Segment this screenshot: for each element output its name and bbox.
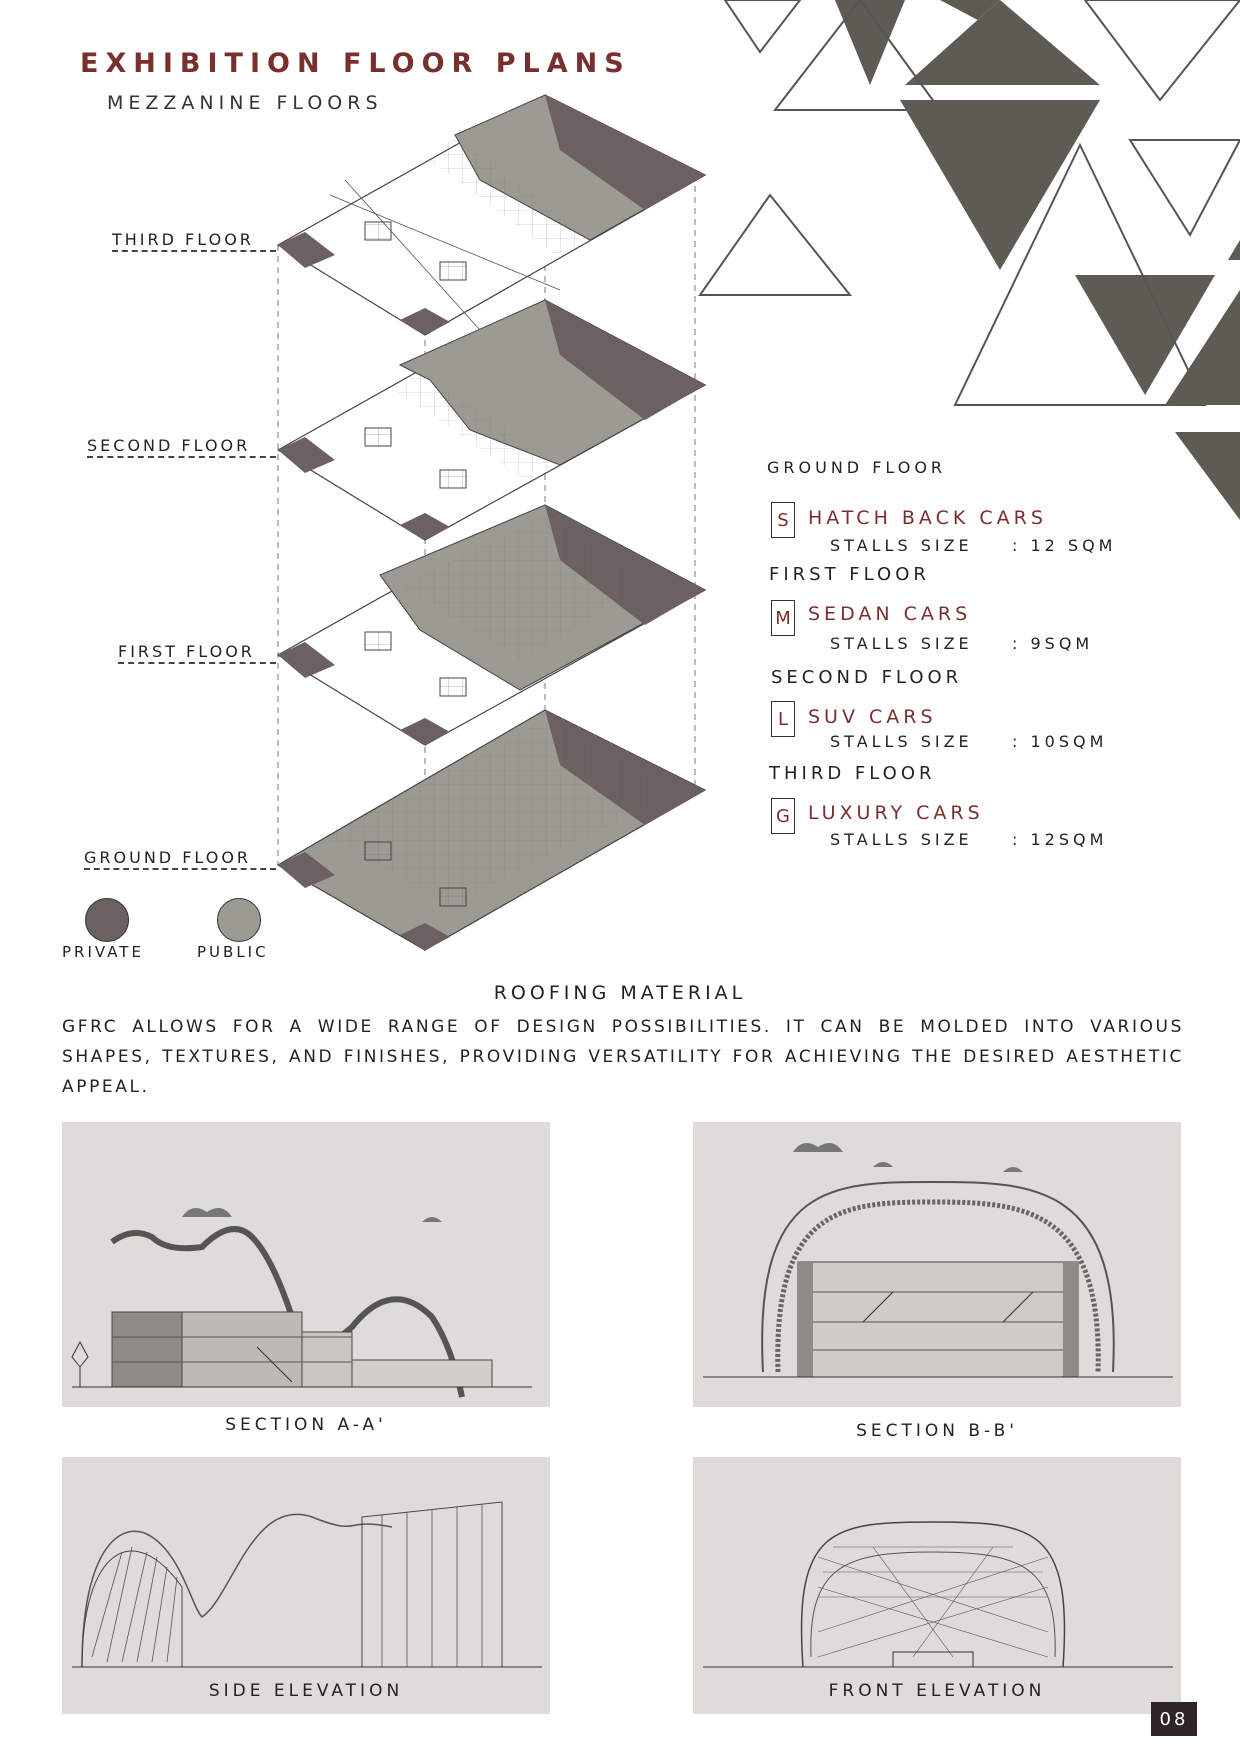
second-floor-plan [278, 300, 705, 540]
page-number: 08 [1151, 1702, 1197, 1736]
roofing-description: GFRC ALLOWS FOR A WIDE RANGE OF DESIGN POSSIBILITIES. IT CAN BE MOLDED INTO VARIOUS SHAPES, TEXTURES, AND FINISHES, PROVIDING VERSATILITY FOR ACHIEVING THE DESIRED AESTHETIC APPEAL. [62, 1017, 1184, 1097]
floor-label-first: FIRST FLOOR [118, 642, 276, 664]
front-elevation-drawing [693, 1457, 1181, 1714]
third-floor-plan [278, 95, 705, 335]
program-type-hatchback: HATCH BACK CARS [808, 507, 1047, 529]
program-stall-value: : 12 SQM [1012, 536, 1117, 555]
program-code-m: M [771, 600, 795, 636]
page-title: EXHIBITION FLOOR PLANS [80, 48, 631, 79]
program-floor-ground: GROUND FLOOR [767, 458, 947, 477]
program-code-g: G [771, 798, 795, 834]
program-stall-value: : 9SQM [1012, 634, 1094, 653]
section-b-drawing [693, 1122, 1181, 1407]
section-a-drawing [62, 1122, 550, 1407]
front-elevation-caption: FRONT ELEVATION [828, 1681, 1046, 1701]
program-stall-label: STALLS SIZE [830, 732, 973, 751]
program-floor-third: THIRD FLOOR [769, 763, 936, 784]
floor-label-second: SECOND FLOOR [87, 436, 276, 458]
decorative-triangles [690, 0, 1240, 520]
program-type-suv: SUV CARS [808, 706, 937, 728]
page-subtitle: MEZZANINE FLOORS [107, 92, 383, 114]
program-floor-first: FIRST FLOOR [769, 564, 930, 585]
legend-public-swatch [217, 898, 261, 942]
section-a-caption: SECTION A-A' [225, 1415, 387, 1435]
side-elevation-caption: SIDE ELEVATION [208, 1681, 404, 1701]
floor-label-third: THIRD FLOOR [112, 230, 276, 252]
legend-public-label: PUBLIC [197, 943, 269, 961]
side-elevation-drawing [62, 1457, 550, 1714]
legend-private-swatch [85, 898, 129, 942]
program-code-l: L [771, 701, 795, 737]
roofing-heading: ROOFING MATERIAL [493, 982, 747, 1004]
program-stall-label: STALLS SIZE [830, 634, 973, 653]
section-b-caption: SECTION B-B' [856, 1421, 1018, 1441]
program-stall-value: : 10SQM [1012, 732, 1108, 751]
program-code-s: S [771, 502, 795, 538]
ground-floor-plan [278, 710, 705, 950]
legend-private-label: PRIVATE [62, 943, 144, 961]
exploded-floor-plans [270, 90, 720, 970]
program-floor-second: SECOND FLOOR [771, 667, 963, 688]
floor-label-ground: GROUND FLOOR [84, 848, 276, 870]
program-stall-value: : 12SQM [1012, 830, 1108, 849]
program-stall-label: STALLS SIZE [830, 536, 973, 555]
program-type-luxury: LUXURY CARS [808, 802, 984, 824]
first-floor-plan [278, 505, 705, 745]
program-type-sedan: SEDAN CARS [808, 603, 972, 625]
program-stall-label: STALLS SIZE [830, 830, 973, 849]
